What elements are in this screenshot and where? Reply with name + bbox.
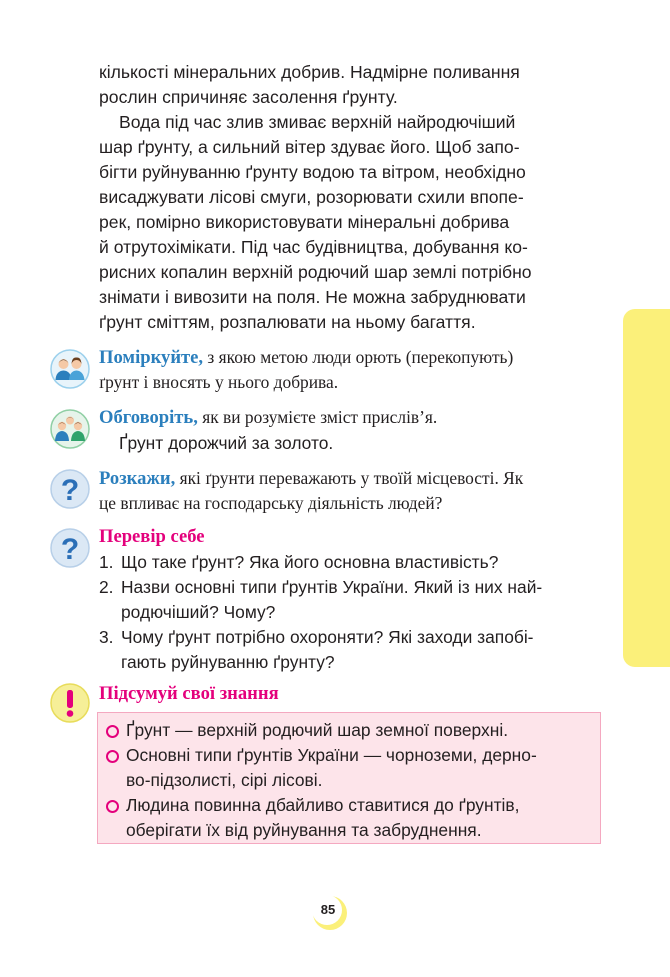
tell-text: які ґрунти переважають у твоїй місцевості. Як: [175, 468, 524, 488]
question-item: [99, 550, 603, 575]
paragraph-2-line: знімати і вивозити на поля. Не можна забруднювати: [99, 287, 526, 307]
tell-block: [99, 466, 609, 515]
svg-text:?: ?: [60, 474, 80, 507]
think-keyword: Поміркуйте,: [99, 347, 204, 368]
question-icon: [50, 469, 90, 509]
tell-text-line2: це впливає на господарську діяльність людей?: [99, 493, 443, 513]
paragraph-2-line: рисних копалин верхній родючий шар землі потрібно: [99, 262, 532, 282]
paragraph-1-line: рослин спричиняє засолення ґрунту.: [99, 87, 398, 107]
check-block: [99, 524, 603, 675]
discuss-block: [99, 405, 609, 456]
think-text: з якою метою люди орють (перекопують): [203, 347, 514, 367]
bullet-icon: [106, 725, 119, 738]
question-line: Назви основні типи ґрунтів України. Який із них най-: [121, 577, 543, 597]
question-line: гають руйнуванню ґрунту?: [121, 652, 335, 672]
side-tab: [623, 309, 670, 667]
paragraph-2-line: ґрунт сміттям, розпалювати на ньому багаття.: [99, 312, 476, 332]
exclamation-icon: [50, 683, 90, 723]
summary-title: Підсумуй свої знання: [99, 683, 279, 704]
question-line: Чому ґрунт потрібно охороняти? Які заходи запобі-: [121, 627, 534, 647]
paragraph-2: [99, 110, 603, 335]
tell-keyword: Розкажи,: [99, 468, 176, 489]
summary-item: [104, 793, 594, 843]
summary-box: [97, 712, 601, 844]
question-number: 2.: [99, 577, 114, 597]
discuss-text: як ви розумієте зміст прислів’я.: [197, 407, 438, 427]
summary-list: [104, 718, 594, 843]
check-title: Перевір себе: [99, 526, 205, 547]
bullet-icon: [106, 800, 119, 813]
question-item: [99, 575, 603, 625]
proverb: Ґрунт дорожчий за золото.: [119, 433, 334, 453]
paragraph-2-line: й отрутохімікати. Під час будівництва, добування ко-: [99, 237, 528, 257]
think-block: [99, 345, 609, 394]
summary-item: [104, 718, 594, 743]
summary-heading-block: [99, 681, 609, 707]
page-number: 85: [320, 902, 336, 917]
two-children-icon: [50, 349, 90, 389]
think-text-line2: ґрунт і вносять у нього добрива.: [99, 372, 339, 392]
paragraph-2-line: Вода під час злив змиває верхній найродючіший: [119, 112, 516, 132]
group-children-icon: [50, 409, 90, 449]
question-number: 3.: [99, 627, 114, 647]
paragraph-1: [99, 60, 603, 110]
question-line: Що таке ґрунт? Яка його основна властивість?: [121, 552, 499, 572]
paragraph-2-line: висаджувати лісові смуги, розорювати схили впопе-: [99, 187, 524, 207]
summary-line: Людина повинна дбайливо ставитися до ґрунтів,: [126, 795, 520, 815]
question-list: [99, 550, 603, 675]
question-line: родючіший? Чому?: [121, 602, 276, 622]
svg-text:?: ?: [60, 533, 80, 566]
summary-line: Ґрунт — верхній родючий шар земної поверхні.: [126, 720, 509, 740]
bullet-icon: [106, 750, 119, 763]
paragraph-2-line: бігти руйнуванню ґрунту водою та вітром, необхідно: [99, 162, 526, 182]
discuss-keyword: Обговоріть,: [99, 407, 198, 428]
summary-item: [104, 743, 594, 793]
question-icon: [50, 528, 90, 568]
summary-line: во-підзолисті, сірі лісові.: [126, 770, 323, 790]
paragraph-2-line: шар ґрунту, а сильний вітер здуває його. Щоб запо-: [99, 137, 520, 157]
paragraph-1-line: кількості мінеральних добрив. Надмірне поливання: [99, 62, 520, 82]
summary-line: оберігати їх від руйнування та забруднення.: [126, 820, 482, 840]
page-number-badge: [310, 893, 350, 933]
question-item: [99, 625, 603, 675]
summary-line: Основні типи ґрунтів України — чорноземи, дерно-: [126, 745, 537, 765]
question-number: 1.: [99, 552, 114, 572]
paragraph-2-line: рек, помірно використовувати мінеральні добрива: [99, 212, 510, 232]
